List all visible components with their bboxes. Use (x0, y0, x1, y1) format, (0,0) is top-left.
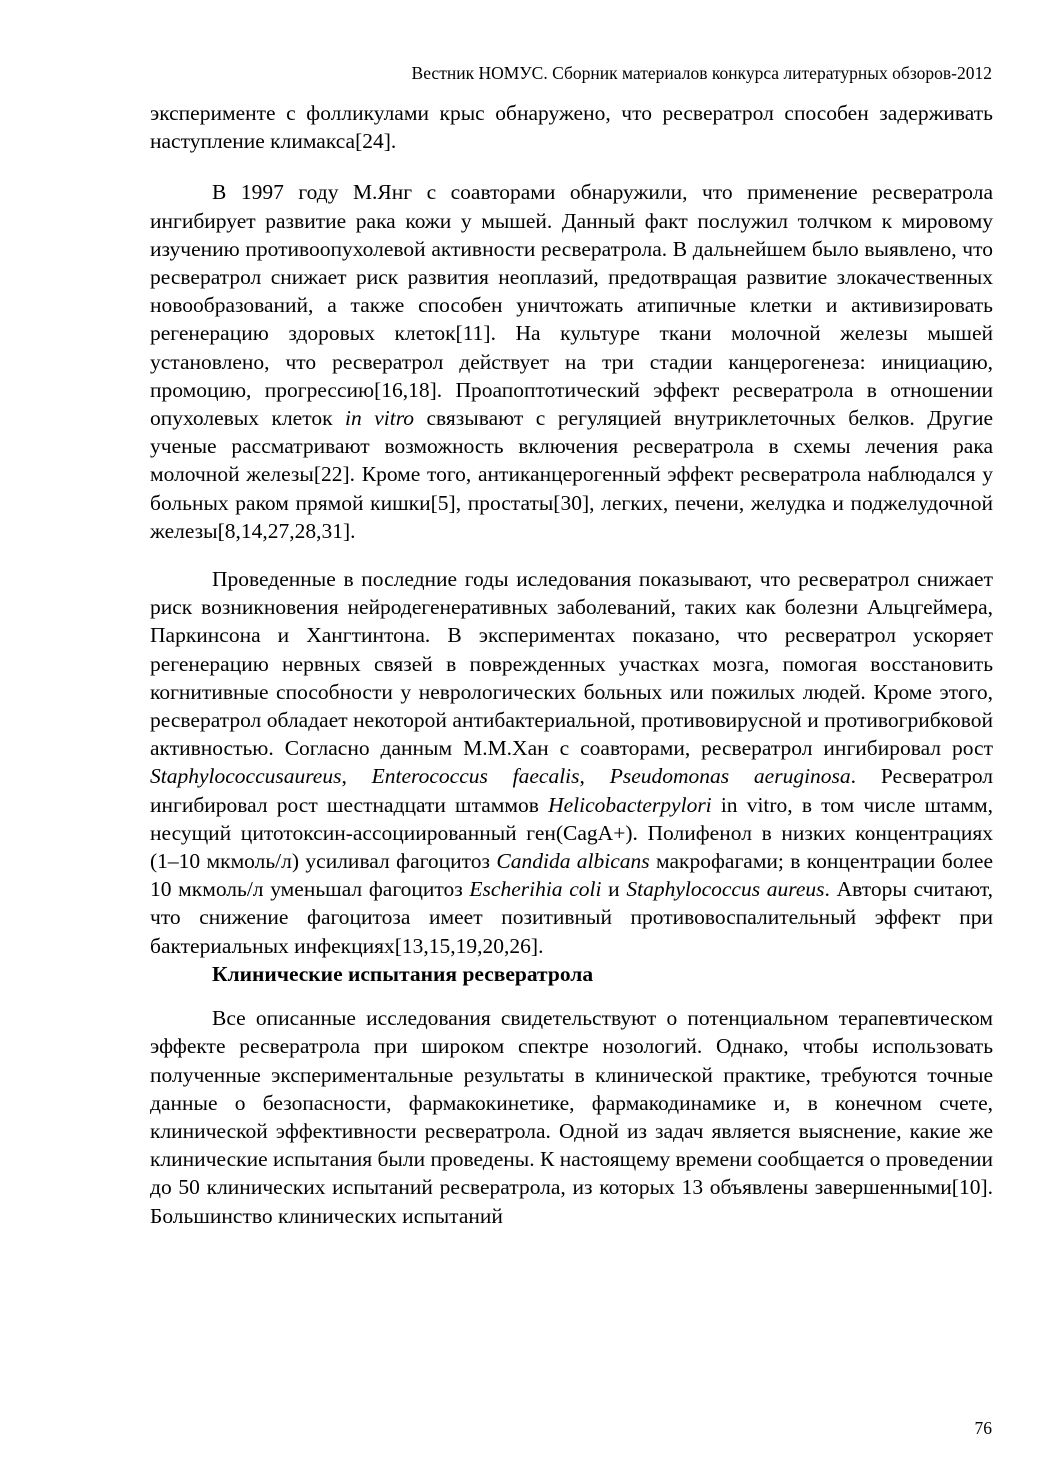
paragraph-cancer-text: В 1997 году М.Янг с соавторами обнаружили, что применение ресвератрола ингибирует развитие рака кожи у мышей. Данный факт послужил толчком к мировому изучению противоопухолевой активности ресвератрола. В дальнейшем было выявлено, что ресвератрол снижает риск развития неоплазий, предотвращая развитие злокачественных новообразований, а также способен уничтожать атипичные клетки и активизировать регенерацию здоровых клеток[11]. На культуре ткани молочной железы мышей установлено, что ресвератрол действует на три стадии канцерогенеза: инициацию, промоцию, прогрессию[16,18]. Проапоптотический эффект ресвератрола в отношении опухолевых клеток (150, 180, 993, 431)
paragraph-cancer (150, 178, 993, 545)
paragraph-neuro-text-4: макрофагами; в концентрации более 10 мкмоль/л уменьшал фагоцитоз (150, 849, 994, 902)
italic-staphylococcus: Staphylococcusaureus (150, 764, 342, 789)
italic-enterococcus: Enterococcus faecalis (371, 764, 580, 789)
page-number: 76 (974, 1418, 992, 1438)
italic-in-vitro: in vitro (345, 406, 415, 431)
paragraph-neuro-text-3: in vitro, в том числе штамм, несущий цитотоксин-ассоциированный ген(CagA+). Полифенол в низких концентрациях (1–10 мкмоль/л) усиливал фагоцитоз (150, 792, 994, 874)
journal-header: Вестник НОМУС. Сборник материалов конкурса литературных обзоров-2012 (411, 63, 992, 83)
italic-pseudomonas: Pseudomonas aeruginosa (609, 764, 851, 789)
separator-1: , (341, 764, 372, 789)
paragraph-neuro-text-5: и (601, 877, 627, 902)
separator-2: , (579, 764, 610, 789)
italic-staphylococcus-aureus: Staphylococcus aureus (626, 877, 825, 902)
paragraph-continuation: эксперименте с фолликулами крыс обнаружено, что ресвератрол способен задерживать наступление климакса[24]. (150, 101, 993, 154)
paragraph-neuro (150, 565, 993, 960)
paragraph-cancer-text-end: связывают с регуляцией внутриклеточных белков. Другие ученые рассматривают возможность включения ресвератрола в схемы лечения рака молочной железы[22]. Кроме того, антиканцерогенный эффект ресвератрола наблюдался у больных раком прямой кишки[5], простаты[30], легких, печени, желудка и поджелудочной железы[8,14,27,28,31]. (150, 406, 993, 543)
page-body (150, 99, 993, 1230)
section-heading: Клинические испытания ресвератрола (212, 961, 594, 986)
italic-helicobacter: Helicobacterpylori (548, 792, 712, 817)
paragraph-neuro-text-6: . Авторы считают, что снижение фагоцитоза имеет позитивный противовоспалительный эффект при бактериальных инфекциях[13,15,19,20,26]. (150, 877, 994, 958)
italic-candida: Candida albicans (496, 849, 650, 874)
paragraph-neuro-text-1: Проведенные в последние годы иследования показывают, что ресвератрол снижает риск возникновения нейродегенеративных заболеваний, таких как болезни Альцгеймера, Паркинсона и Хангтинтона. В экспериментах показано, что ресвератрол ускоряет регенерацию нервных связей в поврежденных участках мозга, помогая восстановить когнитивные способности у неврологических больных или пожилых людей. Кроме этого, ресвератрол обладает некоторой антибактериальной, противовирусной и противогрибковой активностью. Согласно данным М.М.Хан с соавторами, ресвератрол ингибировал рост (150, 567, 993, 761)
paragraph-clinical: Все описанные исследования свидетельствуют о потенциальном терапевтическом эффекте ресвератрола при широком спектре нозологий. Однако, чтобы использовать полученные экспериментальные результаты в клинической практике, требуются точные данные о безопасности, фармакокинетике, фармакодинамике и, в конечном счете, клинической эффективности ресвератрола. Одной из задач является выяснение, какие же клинические испытания были проведены. К настоящему времени сообщается о проведении до 50 клинических испытаний ресвератрола, из которых 13 объявлены завершенными[10]. Большинство клинических испытаний (150, 1006, 993, 1228)
italic-escherichia: Escherihia coli (469, 877, 602, 902)
paragraph-neuro-text-2: . Ресвератрол ингибировал рост шестнадцати штаммов (150, 764, 994, 817)
